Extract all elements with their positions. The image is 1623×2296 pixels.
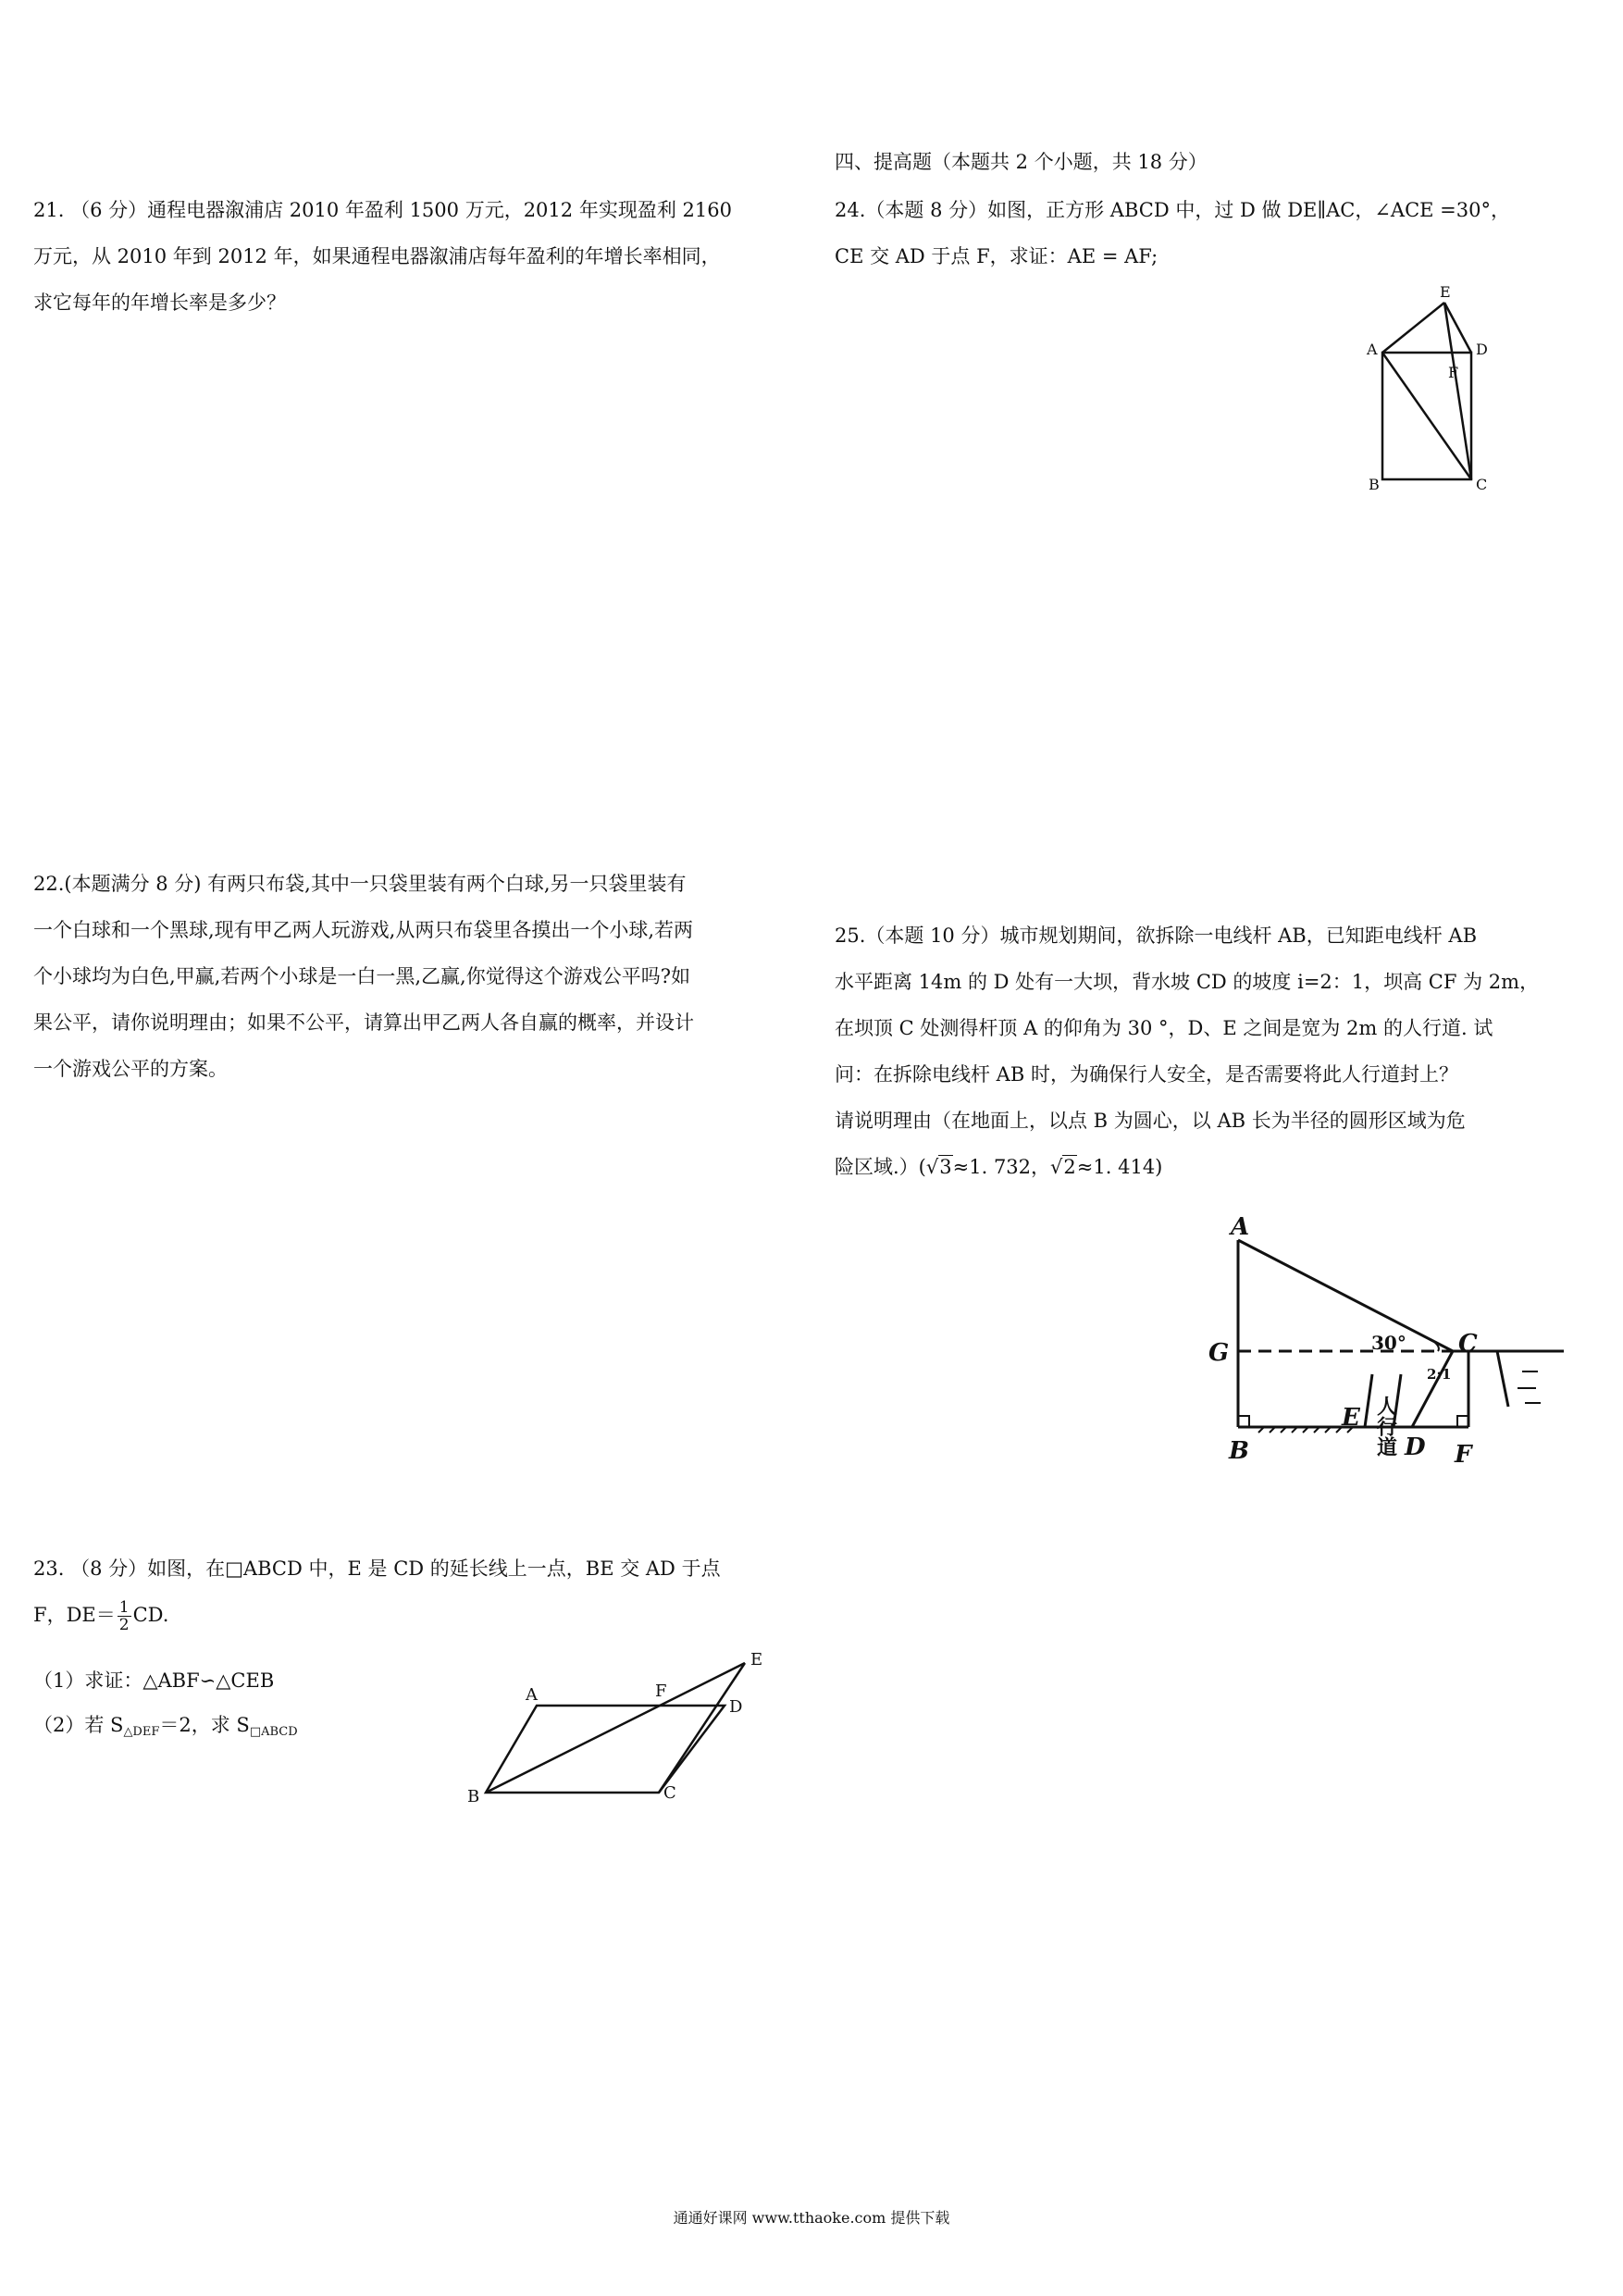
q25-text: ≈1. 414): [1076, 1156, 1163, 1178]
fig25-slope-label: 2:1: [1427, 1366, 1452, 1383]
q25-line: 水平距离 14m 的 D 处有一大坝，背水坡 CD 的坡度 i=2：1，坝高 CF 为 2m，: [835, 971, 1540, 993]
fig23-label-d: D: [729, 1697, 743, 1717]
fraction-denominator: 2: [118, 1616, 130, 1634]
q25-line: 在坝顶 C 处测得杆顶 A 的仰角为 30 °，D、E 之间是宽为 2m 的人行道. 试: [835, 1017, 1493, 1039]
question-22: [33, 861, 822, 1092]
q25-line: 请说明理由（在地面上，以点 B 为圆心，以 AB 长为半径的圆形区域为危: [835, 1110, 1466, 1132]
q23-text: CD.: [132, 1604, 169, 1626]
q24-line: 24.（本题 8 分）如图，正方形 ABCD 中，过 D 做 DE∥AC，∠ACE =30°，: [835, 199, 1510, 221]
q21-line: 求它每年的年增长率是多少？: [33, 292, 286, 314]
q23-part-2: [33, 1703, 422, 1755]
sqrt-3: 3: [939, 1156, 952, 1178]
sightline-ac: [1238, 1240, 1453, 1351]
right-angle-f: [1457, 1416, 1468, 1427]
q24-line: CE 交 AD 于点 F，求证：AE = AF;: [835, 245, 1158, 267]
fig25-label-g: G: [1208, 1339, 1230, 1367]
q23-text: ＝2，求 S: [159, 1714, 250, 1736]
segment-ae: [1382, 303, 1444, 353]
dam-back: [1497, 1351, 1508, 1407]
fig23-label-a: A: [526, 1685, 538, 1705]
question-21: [33, 187, 822, 326]
fig23-label-e: E: [750, 1650, 763, 1669]
q23-part-1: （1）求证：△ABF∽△CEB: [33, 1669, 275, 1692]
fig25-label-c: C: [1458, 1330, 1478, 1358]
fig23-label-f: F: [655, 1682, 667, 1701]
q25-text: 险区域.）(: [835, 1156, 926, 1178]
sqrt-2: 2: [1063, 1156, 1076, 1178]
figure-23: [458, 1643, 782, 1809]
fraction-numerator: 1: [118, 1598, 130, 1617]
q22-line: 个小球均为白色,甲赢,若两个小球是一白一黑,乙赢,你觉得这个游戏公平吗?如: [33, 965, 690, 987]
q23-line: 23. （8 分）如图，在□ABCD 中，E 是 CD 的延长线上一点，BE 交 AD 于点: [33, 1558, 721, 1580]
fig23-label-b: B: [467, 1787, 480, 1806]
slope-cd: [1412, 1351, 1453, 1427]
question-25: [835, 912, 1556, 1190]
fig25-label-a: A: [1231, 1213, 1250, 1241]
q21-line: 万元，从 2010 年到 2012 年，如果通程电器溆浦店每年盈利的年增长率相同，: [33, 245, 721, 267]
subscript-def: △DEF: [123, 1725, 160, 1739]
q23-parts: [33, 1658, 422, 1755]
q22-line: 果公平，请你说明理由；如果不公平，请算出甲乙两人各自赢的概率，并设计: [33, 1011, 694, 1034]
q23-line-2: [33, 1592, 822, 1638]
fig23-label-c: C: [663, 1783, 676, 1803]
q25-line: 25.（本题 10 分）城市规划期间，欲拆除一电线杆 AB，已知距电线杆 AB: [835, 925, 1478, 947]
q22-line: 22.(本题满分 8 分) 有两只布袋,其中一只袋里装有两个白球,另一只袋里装有: [33, 873, 687, 895]
fig24-label-c: C: [1476, 476, 1488, 493]
section-heading: 四、提高题（本题共 2 个小题，共 18 分）: [835, 151, 1208, 173]
q25-text: ≈1. 732，: [952, 1156, 1051, 1178]
q21-line: 21. （6 分）通程电器溆浦店 2010 年盈利 1500 万元，2012 年实现盈利 2160: [33, 199, 732, 221]
segment-ce: [659, 1663, 745, 1793]
q22-line: 一个游戏公平的方案。: [33, 1058, 228, 1080]
fig24-label-d: D: [1476, 341, 1488, 358]
fig25-label-b: B: [1229, 1437, 1249, 1465]
fig24-label-a: A: [1367, 341, 1378, 358]
page-footer: 通通好课网 www.tthaoke.com 提供下载: [673, 2209, 950, 2227]
right-angle-b: [1238, 1416, 1249, 1427]
fig25-angle-label: 30°: [1371, 1332, 1406, 1354]
figure-25: [1203, 1212, 1573, 1481]
fig24-label-b: B: [1369, 476, 1380, 493]
question-24: [835, 187, 1556, 279]
question-23: [33, 1545, 822, 1638]
fraction-one-half: [118, 1599, 131, 1633]
fig25-label-d: D: [1405, 1433, 1426, 1461]
q23-text: F，DE＝: [33, 1604, 116, 1626]
q23-text: （2）若 S: [33, 1714, 124, 1736]
fig24-label-f: F: [1448, 364, 1459, 381]
fig25-walkway-label: 人行道: [1373, 1396, 1397, 1457]
fig25-label-e: E: [1342, 1404, 1360, 1432]
fig25-label-f: F: [1455, 1441, 1472, 1469]
figure-24: [1356, 282, 1494, 500]
q22-line: 一个白球和一个黑球,现有甲乙两人玩游戏,从两只布袋里各摸出一个小球,若两: [33, 919, 694, 941]
fig24-label-e: E: [1440, 283, 1451, 301]
subscript-abcd: □ABCD: [249, 1725, 298, 1739]
q25-line-last: 险区域.）(√3≈1. 732，√2≈1. 414): [835, 1156, 1163, 1178]
q25-line: 问：在拆除电线杆 AB 时，为确保行人安全，是否需要将此人行道封上？: [835, 1063, 1458, 1086]
walkway-line-1: [1365, 1374, 1372, 1427]
